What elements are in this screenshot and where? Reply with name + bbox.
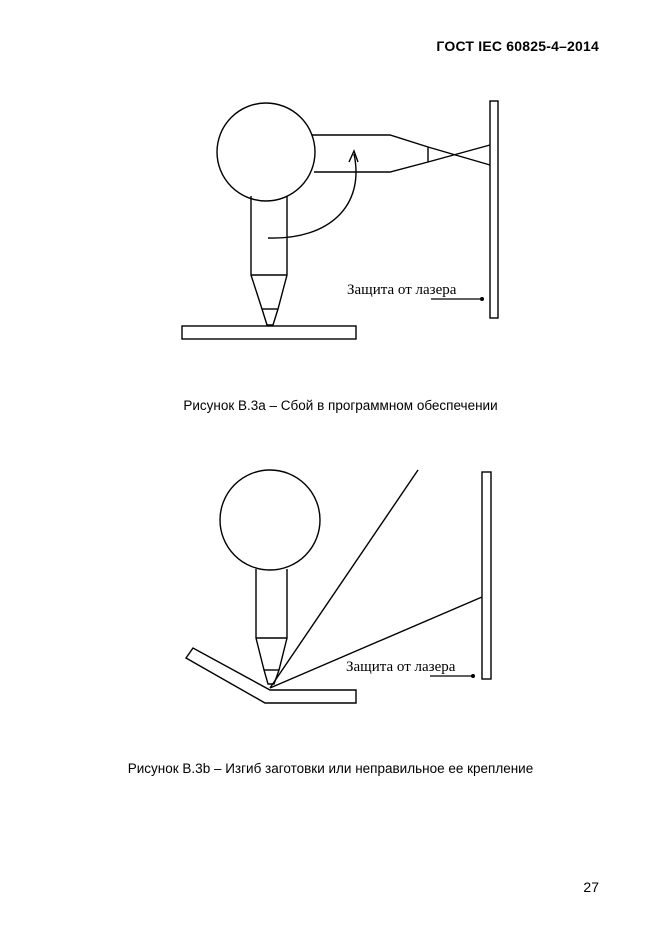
standard-code: ГОСТ IEC 60825-4–2014 — [436, 38, 599, 54]
guard-label: Защита от лазера — [347, 282, 457, 298]
bent-workpiece — [186, 648, 356, 703]
page-number: 27 — [583, 879, 599, 895]
robot-head-circle — [220, 470, 320, 570]
figure-a-caption: Рисунок В.3а – Сбой в программном обеспечении — [183, 398, 498, 413]
reflected-beam — [270, 470, 418, 688]
vertical-nozzle — [256, 569, 287, 684]
guard-label: Защита от лазера — [346, 659, 456, 675]
laser-guard-plate — [482, 472, 491, 679]
pointer-dot — [471, 674, 475, 678]
figure-b-caption: Рисунок В.3b – Изгиб заготовки или неправильное ее крепление — [127, 761, 534, 776]
